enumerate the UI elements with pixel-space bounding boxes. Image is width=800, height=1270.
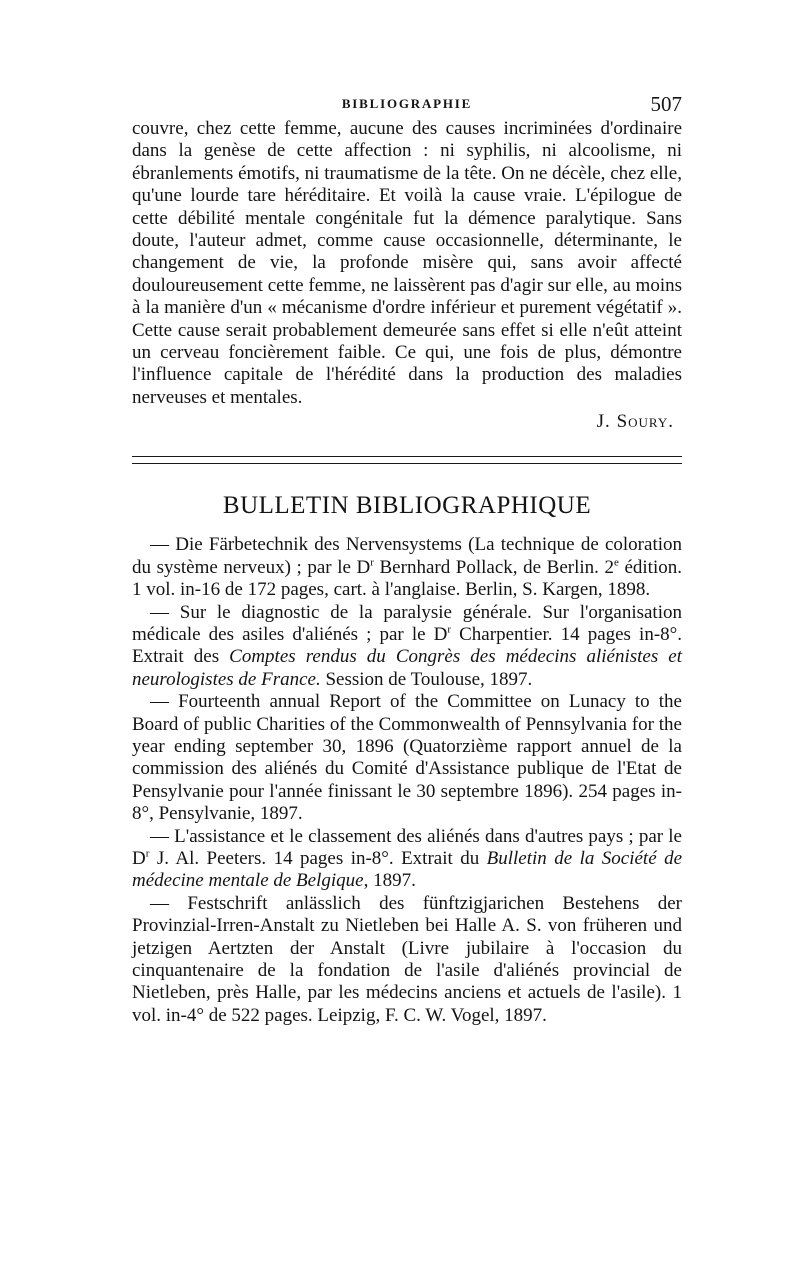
entry-text: Session de Toulouse, 1897.: [320, 668, 533, 690]
signature-initial: J.: [596, 411, 617, 433]
bibliography-entry: [132, 602, 682, 692]
page-header: [132, 92, 682, 118]
bibliography-entry: [132, 826, 682, 893]
signature-name: Soury.: [616, 411, 674, 433]
entry-text: Charpentier. 14 pages in-8°. Extrait des: [132, 623, 682, 668]
entry-text: — L'assistance et le classement des aliénés dans d'autres pays ; par le D: [132, 825, 682, 869]
entry-text: — Fourteenth annual Report of the Committee on Lunacy to the Board of public Charities of the Commonwealth of Pennsylvania for the year ending september 30, 1896 (Quatorzième rapport annuel de la commission des aliénés du Comité d'Assistance publique de l'Etat de Pensylvanie pour l'année finissant le 30 septembre 1896). 254 pages in-8°, Pensylvanie, 1897.: [132, 691, 682, 825]
double-rule-divider: [132, 456, 682, 464]
entry-superscript: e: [613, 556, 619, 569]
entry-italic-title: Comptes rendus du Congrès des médecins aliénistes et neurologistes de France.: [132, 646, 682, 690]
review-signature: [132, 410, 682, 434]
entry-italic-title: Bulletin de la Société de médecine mentale de Belgique: [132, 847, 683, 892]
entry-superscript: r: [370, 556, 374, 569]
entry-text: — Sur le diagnostic de la paralysie générale. Sur l'organisation médicale des asiles d'aliénés ; par le D: [132, 601, 682, 645]
entry-text: — Festschrift anlässlich des fünftzigjarichen Bestehens der Provinzial-Irren-Anstalt zu Nietleben bei Halle A. S. von früheren und jetzigen Aertzten der Anstalt (Livre jubilaire à l'occasion du cinquantenaire de la fondation de l'asile d'aliénés provincial de Nietleben, près Halle, par les médecins anciens et actuels de l'asile). 1 vol. in-4° de 522 pages. Leipzig, F. C. W. Vogel, 1897.: [132, 892, 682, 1026]
entry-text: Bernhard Pollack, de Berlin. 2: [373, 556, 614, 578]
entry-superscript: r: [447, 623, 452, 636]
entry-text: édition. 1 vol. in-16 de 172 pages, cart. à l'anglaise. Berlin, S. Kargen, 1898.: [132, 556, 682, 601]
book-page: [132, 92, 682, 1027]
page-number: 507: [650, 92, 682, 116]
bibliography-entry: [132, 691, 682, 825]
section-title: BULLETIN BIBLIOGRAPHIQUE: [222, 492, 592, 520]
entry-text: J. Al. Peeters. 14 pages in-8°. Extrait du: [149, 847, 487, 869]
running-head: BIBLIOGRAPHIE: [341, 96, 473, 111]
entry-text: — Die Färbetechnik des Nervensystems (La technique de coloration du système nerveux) ; par le D: [132, 534, 682, 578]
entry-superscript: r: [145, 847, 150, 860]
review-paragraph: couvre, chez cette femme, aucune des causes incriminées d'ordinaire dans la genèse de cette affection : ni syphilis, ni alcoolisme, ni ébranlements émotifs, ni traumatisme de la tête. On ne décèle, chez elle, qu'une lourde tare héréditaire. Et voilà la cause vraie. L'épilogue de cette débilité mentale congénitale fut la démence paralytique. Sans doute, l'auteur admet, comme cause occasionnelle, déterminante, le changement de vie, la profonde misère qui, sans avoir affecté douloureusement cette femme, ne laissèrent pas d'agir sur elle, au moins à la manière d'un « mécanisme d'ordre inférieur et purement végétatif ». Cette cause serait probablement demeurée sans effet si elle n'eût atteint un cerveau foncièrement faible. Ce qui, une fois de plus, démontre l'influence capitale de l'hérédité dans la production des maladies nerveuses et mentales.: [132, 118, 682, 408]
bibliography-entry: [132, 893, 682, 1027]
entry-text: , 1897.: [363, 870, 416, 892]
bibliography-entry: [132, 534, 682, 601]
